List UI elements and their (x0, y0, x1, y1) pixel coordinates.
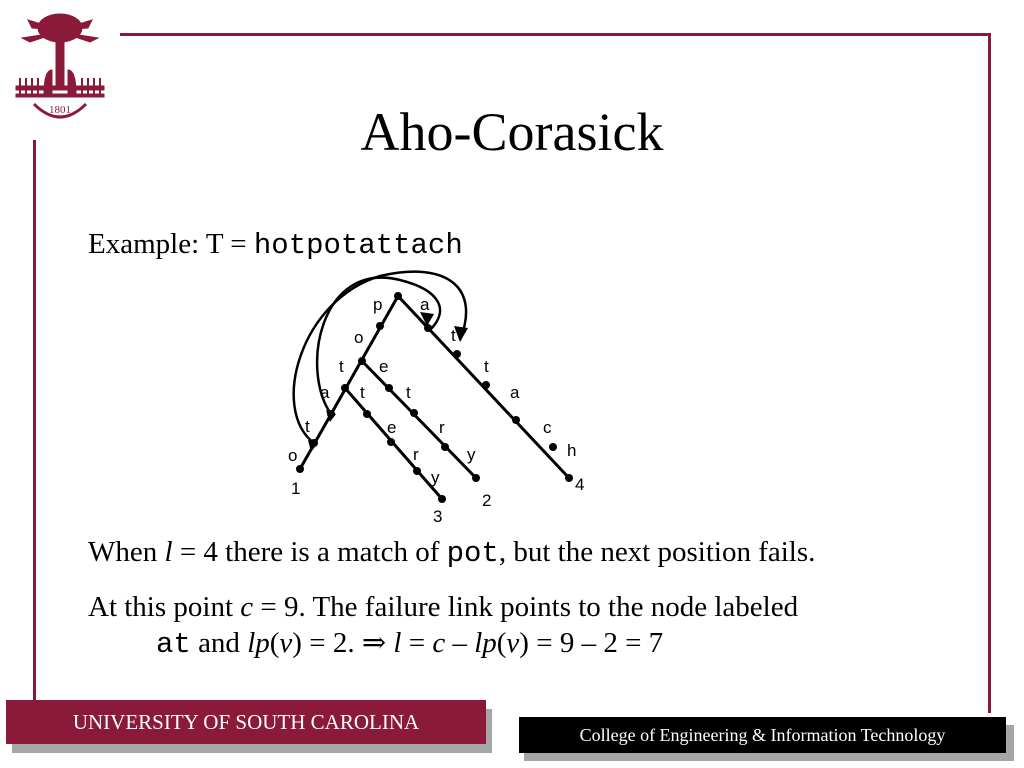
example-line (88, 228, 463, 262)
trie-labels (288, 295, 576, 487)
text-span: = 9. The failure link points to the node labeled (253, 591, 799, 623)
leaf-number: 4 (575, 475, 585, 494)
code-pot: pot (446, 537, 499, 570)
text-span: and (190, 627, 248, 660)
text-span: When (88, 536, 165, 568)
trie-label: a (320, 383, 330, 402)
example-prefix: Example: T = (88, 228, 254, 260)
text-span: ( (269, 627, 280, 660)
trie-label: r (439, 418, 445, 437)
trie-label: o (288, 446, 298, 465)
frame-left-line (33, 140, 36, 700)
footer-university: UNIVERSITY OF SOUTH CAROLINA (6, 700, 486, 744)
trie-label: y (431, 468, 440, 487)
trie-label: a (420, 295, 430, 314)
text-span: = (401, 627, 433, 660)
var-v: v (506, 627, 520, 660)
code-at: at (156, 628, 191, 662)
implies-symbol: ⇒ (361, 627, 387, 660)
trie-label: o (354, 328, 364, 347)
trie-diagram (270, 270, 620, 530)
trie-label: y (467, 445, 476, 464)
trie-label: t (484, 357, 489, 376)
trie-label: t (305, 417, 310, 436)
slide-title: Aho-Corasick (360, 102, 664, 162)
logo-year: 1801 (49, 104, 71, 116)
leaf-number: 1 (291, 479, 301, 498)
trie-label: t (360, 383, 365, 402)
text-span: , but the next position fails. (498, 536, 816, 568)
text-span: = 4 there is a match of (172, 536, 447, 568)
leaf-number: 3 (433, 507, 443, 526)
text-span: At this point (88, 591, 241, 623)
trie-label: e (379, 357, 389, 376)
trie-label: t (451, 326, 456, 345)
example-text: hotpotattach (253, 229, 463, 262)
leaf-number: 2 (482, 491, 492, 510)
var-c: c (240, 591, 254, 623)
trie-label: c (543, 418, 552, 437)
trie-label: a (510, 383, 520, 402)
trie-label: r (413, 445, 419, 464)
var-l: l (393, 627, 402, 660)
text-span: ) (292, 627, 302, 660)
text-span: ) (519, 627, 529, 660)
trie-label: e (387, 418, 397, 437)
trie-label: t (406, 383, 411, 402)
var-v: v (279, 627, 293, 660)
indented-line (88, 625, 798, 663)
match-explanation (88, 536, 815, 570)
text-span: = 9 – 2 = 7 (528, 627, 664, 660)
var-l: l (164, 536, 173, 568)
footer-college: College of Engineering & Information Technology (519, 717, 1006, 753)
text-span: – (445, 627, 475, 660)
trie-label: h (567, 441, 577, 460)
var-c: c (432, 627, 446, 660)
text-span: ( (496, 627, 507, 660)
trie-label: p (373, 295, 383, 314)
failure-link-explanation (88, 589, 798, 664)
trie-label: t (339, 357, 344, 376)
var-lp: lp (247, 627, 270, 660)
var-lp: lp (474, 627, 497, 660)
frame-top-line (120, 33, 991, 36)
text-span: = 2. (301, 627, 362, 660)
